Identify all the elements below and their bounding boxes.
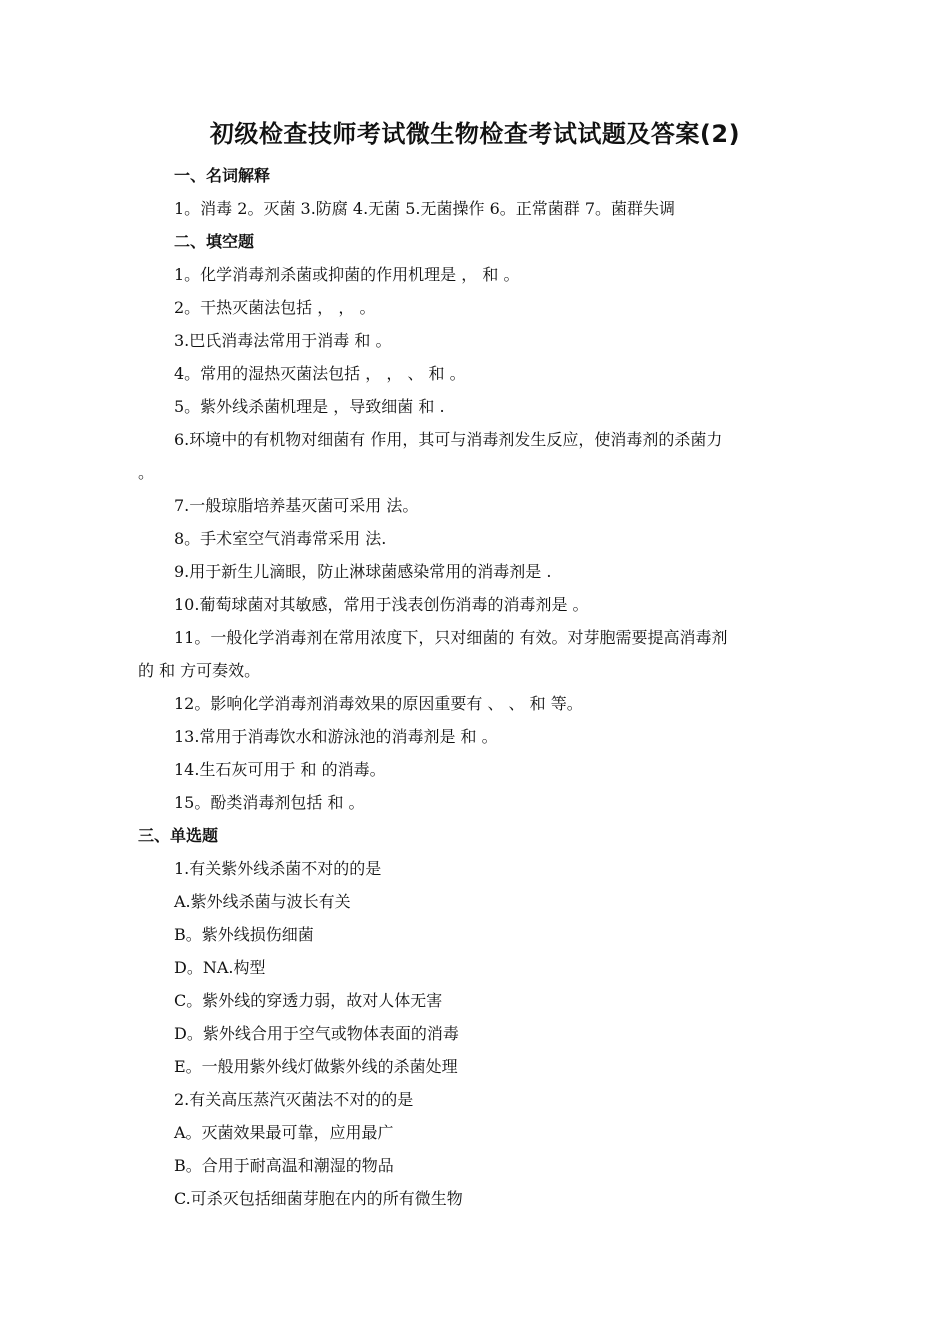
choice-question-2-option: C.可杀灭包括细菌芽胞在内的所有微生物	[174, 1189, 463, 1208]
fill-question-6: 6.环境中的有机物对细菌有 作用，其可与消毒剂发生反应，使消毒剂的杀菌力	[174, 430, 723, 449]
choice-question-2-option: B。合用于耐高温和潮湿的物品	[174, 1156, 394, 1175]
section-heading-terms: 一、名词解释	[174, 166, 271, 185]
fill-question-4: 4。常用的湿热灭菌法包括 ， ， 、 和 。	[174, 364, 466, 383]
section-heading-single-choice: 三、单选题	[138, 826, 219, 845]
fill-question-8: 8。手术室空气消毒常采用 法.	[174, 529, 387, 548]
choice-question-2-option: A。灭菌效果最可靠，应用最广	[174, 1123, 394, 1142]
choice-question-1-option: B。紫外线损伤细菌	[174, 925, 314, 944]
choice-question-1-option: D。NA.构型	[174, 958, 266, 977]
fill-question-9: 9.用于新生儿滴眼，防止淋球菌感染常用的消毒剂是 .	[174, 562, 552, 581]
fill-question-3: 3.巴氏消毒法常用于消毒 和 。	[174, 331, 392, 350]
fill-question-5: 5。紫外线杀菌机理是 ，导致细菌 和 .	[174, 397, 445, 416]
section-heading-fill-blank: 二、填空题	[174, 232, 255, 251]
fill-question-1: 1。化学消毒剂杀菌或抑菌的作用机理是 ， 和 。	[174, 265, 520, 284]
fill-question-11-continued: 的 和 方可奏效。	[138, 661, 261, 680]
terms-list: 1。消毒 2。灭菌 3.防腐 4.无菌 5.无菌操作 6。正常菌群 7。菌群失调	[174, 199, 676, 218]
fill-question-15: 15。酚类消毒剂包括 和 。	[174, 793, 365, 812]
choice-question-1-option: D。紫外线合用于空气或物体表面的消毒	[174, 1024, 459, 1043]
choice-question-1: 1.有关紫外线杀菌不对的的是	[174, 859, 382, 878]
fill-question-14: 14.生石灰可用于 和 的消毒。	[174, 760, 386, 779]
choice-question-2: 2.有关高压蒸汽灭菌法不对的的是	[174, 1090, 414, 1109]
document-title: 初级检查技师考试微生物检查考试试题及答案(2)	[209, 120, 741, 148]
fill-question-2: 2。干热灭菌法包括 ， ， 。	[174, 298, 376, 317]
fill-question-10: 10.葡萄球菌对其敏感，常用于浅表创伤消毒的消毒剂是 。	[174, 595, 589, 614]
choice-question-1-option: A.紫外线杀菌与波长有关	[174, 892, 351, 911]
fill-question-11: 11。一般化学消毒剂在常用浓度下，只对细菌的 有效。对芽胞需要提高消毒剂	[174, 628, 728, 647]
fill-question-7: 7.一般琼脂培养基灭菌可采用 法。	[174, 496, 419, 515]
fill-question-6-continued: 。	[138, 463, 155, 482]
choice-question-1-option: E。一般用紫外线灯做紫外线的杀菌处理	[174, 1057, 458, 1076]
fill-question-13: 13.常用于消毒饮水和游泳池的消毒剂是 和 。	[174, 727, 498, 746]
choice-question-1-option: C。紫外线的穿透力弱，故对人体无害	[174, 991, 443, 1010]
fill-question-12: 12。影响化学消毒剂消毒效果的原因重要有 、 、 和 等。	[174, 694, 583, 713]
